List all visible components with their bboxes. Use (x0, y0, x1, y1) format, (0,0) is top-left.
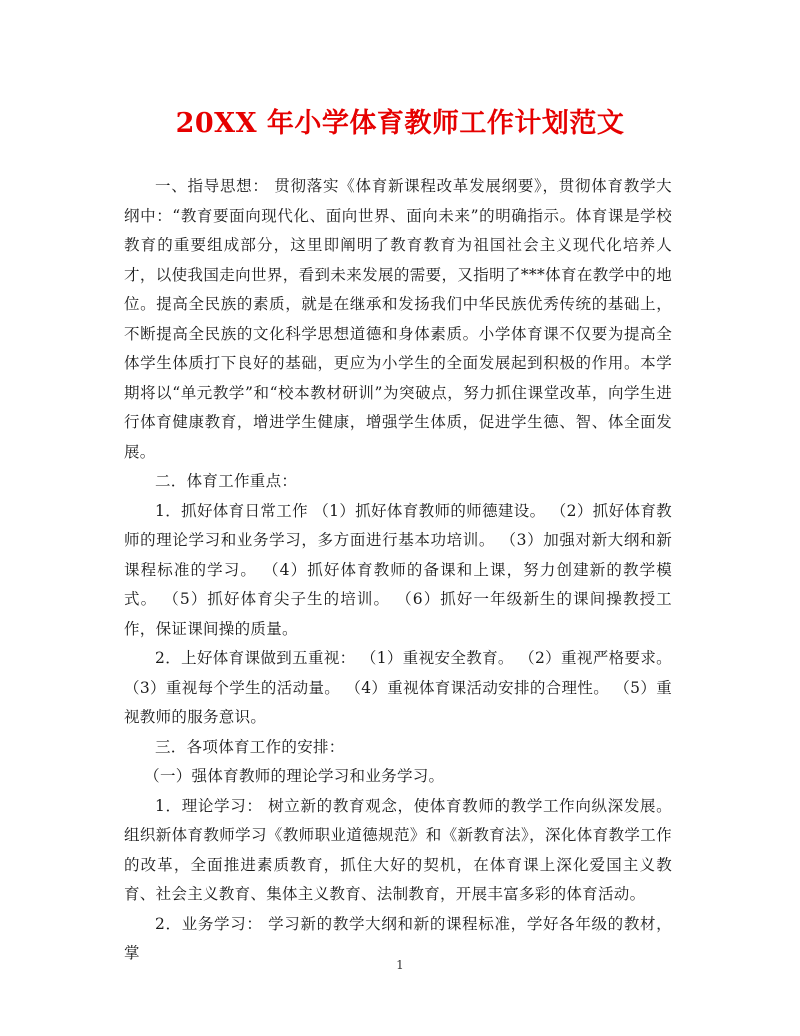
paragraph-daily-work: 1．抓好体育日常工作 （1）抓好体育教师的师德建设。 （2）抓好体育教师的理论学习和业务学习，多方面进行基本功培训。 （3）加强对新大纲和新课程标准的学习。 （4）抓好体育教师的备课和上课，努力创建新的教学模式。 （5）抓好体育尖子生的培训。 （6）抓好一年级新生的课间操教授工作，保证课间操的质量。 (124, 501, 672, 638)
paragraph-five-emphases: 2．上好体育课做到五重视： （1）重视安全教育。 （2）重视严格要求。 （3）重视每个学生的活动量。 （4）重视体育课活动安排的合理性。 （5）重视教师的服务意识。 (124, 649, 672, 726)
document-body (124, 172, 672, 969)
paragraph-professional-study: 2．业务学习： 学习新的教学大纲和新的课程标准，学好各年级的教材，掌 (124, 914, 672, 962)
paragraph-theory-study: 1．理论学习： 树立新的教育观念，使体育教师的教学工作向纵深发展。组织新体育教师学习《教师职业道德规范》和《新教育法》，深化体育教学工作的改革，全面推进素质教育，抓住大好的契机，在体育课上深化爱国主义教育、社会主义教育、集体主义教育、法制教育，开展丰富多彩的体育活动。 (124, 796, 672, 903)
heading-work-arrangements: 三．各项体育工作的安排： (155, 737, 345, 756)
heading-teacher-study: （一）强体育教师的理论学习和业务学习。 (144, 767, 445, 785)
paragraph-guiding-ideology: 一、指导思想： 贯彻落实《体育新课程改革发展纲要》，贯彻体育教学大纲中：“教育要面向现代化、面向世界、面向未来”的明确指示。体育课是学校教育的重要组成部分，这里即阐明了教育教育为祖国社会主义现代化培养人才，以使我国走向世界，看到未来发展的需要，又指明了***体育在教学中的地位。提高全民族的素质，就是在继承和发扬我们中华民族优秀传统的基础上，不断提高全民族的文化科学思想道德和身体素质。小学体育课不仅要为提高全体学生体质打下良好的基础，更应为小学生的全面发展起到积极的作用。本学期将以“单元教学”和“校本教材研训”为突破点，努力抓住课堂改革，向学生进行体育健康教育，增进学生健康，增强学生体质，促进学生德、智、体全面发展。 (124, 177, 672, 461)
document-title: 20XX 年小学体育教师工作计划范文 (175, 108, 625, 139)
page-number: 1 (396, 958, 404, 972)
heading-work-focus: 二．体育工作重点： (155, 472, 298, 490)
